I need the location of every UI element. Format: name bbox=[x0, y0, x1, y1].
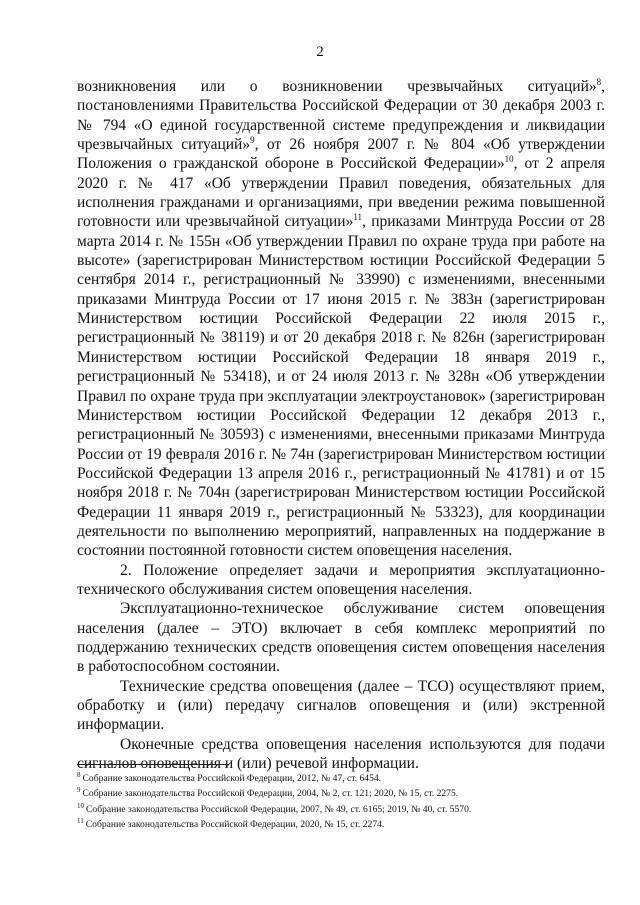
paragraph bbox=[77, 735, 605, 774]
paragraph bbox=[77, 677, 605, 735]
footnote-mark: 8 bbox=[77, 770, 81, 779]
footnote-text: Собрание законодательства Российской Федерации, 2012, № 47, ст. 6454. bbox=[82, 773, 382, 784]
footnote-text: Собрание законодательства Российской Федерации, 2004, № 2, ст. 121; 2020, № 15, ст. 2275. bbox=[82, 788, 459, 800]
paragraph-text: , приказами Минтруда России от 28 марта 2014 г. № 155н «Об утверждении Правил по охране труда при работе на высоте» (зарегистрирован Министерством юстиции Российской Федерации 5 сентября 2014 г., регистрационный № 33990) с изменениями, внесенными приказами Минтруда России от 17 июня 2015 г. № 383н (зарегистрирован Министерством юстиции Российской Федерации 22 июля 2015 г., регистрационный № 38119) и от 20 декабря 2018 г. № 826н (зарегистрирован Министерством юстиции Российской Федерации 18 января 2019 г., регистрационный № 53418), и от 24 июля 2013 г. № 328н «Об утверждении Правил по охране труда при эксплуатации электроустановок» (зарегистрирован Министерством юстиции Российской Федерации 12 декабря 2013 г., регистрационный № 30593) с изменениями, внесенными приказами Минтруда России от 19 февраля 2016 г. № 74н (зарегистрирован Министерством юстиции Российской Федерации 13 апреля 2016 г., регистрационный № 41781) и от 15 ноября 2018 г. № 704н (зарегистрирован Министерством юстиции Российской Федерации 11 января 2019 г., регистрационный № 53323), для координации деятельности по выполнению мероприятий, направленных на поддержание в состоянии постоянной готовности систем оповещения населения. bbox=[77, 213, 605, 560]
paragraph bbox=[77, 77, 605, 561]
page-number: 2 bbox=[316, 44, 324, 60]
paragraph-text: Оконечные средства оповещения населения используются для подачи сигналов оповещения и (или) речевой информации. bbox=[77, 735, 605, 773]
paragraph-text: , от 2 апреля 2020 г. № 417 «Об утверждении Правил поведения, обязательных для исполнения гражданами и организациями, при введении режима повышенной готовности или чрезвычайной ситуации» bbox=[77, 155, 605, 231]
body-text bbox=[77, 77, 605, 773]
footnote bbox=[77, 786, 605, 801]
footnote-reference: 11 bbox=[353, 212, 363, 223]
paragraph-text: Эксплуатационно-техническое обслуживание систем оповещения населения (далее – ЭТО) включает в себя комплекс мероприятий по поддержанию технических средств оповещения систем оповещения населения в работоспособном состоянии. bbox=[77, 600, 605, 676]
paragraph bbox=[77, 561, 605, 600]
paragraph-text: 2. Положение определяет задачи и мероприятия эксплуатационно-технического обслуживания систем оповещения населения. bbox=[77, 561, 605, 598]
footnote-mark: 9 bbox=[77, 786, 81, 795]
footnote-mark: 11 bbox=[77, 817, 84, 826]
paragraph-text: , от 26 ноября 2007 г. № 804 «Об утверждении Положения о гражданской обороне в Российской Федерации» bbox=[77, 136, 606, 173]
footnote bbox=[77, 802, 605, 817]
paragraph bbox=[77, 599, 605, 676]
footnote bbox=[77, 771, 605, 786]
footnote-divider bbox=[77, 764, 229, 765]
footnote-text: Собрание законодательства Российской Федерации, 2020, № 15, ст. 2274. bbox=[85, 819, 385, 831]
paragraph-text: возникновения или о возникновении чрезвычайных ситуаций» bbox=[77, 78, 597, 95]
footnotes bbox=[77, 771, 605, 833]
footnote-mark: 10 bbox=[77, 801, 84, 810]
footnote-text: Собрание законодательства Российской Федерации, 2007, № 49, ст. 6165; 2019, № 40, ст. 5570. bbox=[86, 803, 472, 815]
paragraph-text: Технические средства оповещения (далее – ТСО) осуществляют прием, обработку и (или) передачу сигналов оповещения и (или) экстренной информации. bbox=[77, 677, 605, 734]
footnote-reference: 9 bbox=[250, 134, 255, 145]
footnote-reference: 8 bbox=[596, 76, 602, 87]
paragraph-text: , постановлениями Правительства Российской Федерации от 30 декабря 2003 г. № 794 «О единой государственной системе предупреждения и ликвидации чрезвычайных ситуаций» bbox=[77, 78, 605, 154]
footnote bbox=[77, 817, 605, 832]
footnote-reference: 10 bbox=[504, 154, 514, 165]
